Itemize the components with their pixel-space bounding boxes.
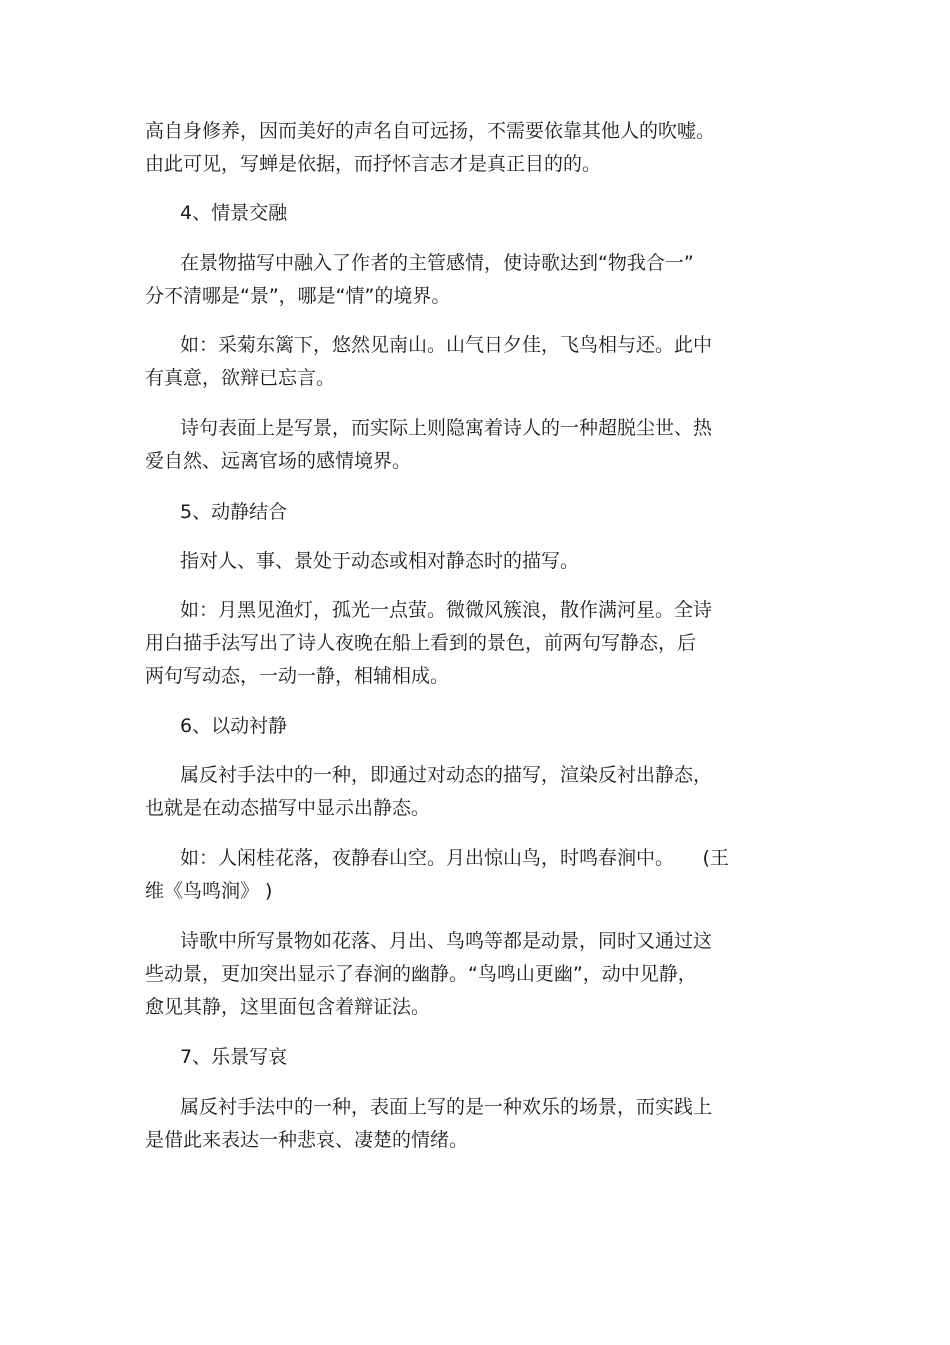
heading-text: 6、以动衬静 xyxy=(180,715,288,737)
section-heading-7 xyxy=(145,1041,805,1074)
text-line: 由此可见，写蝉是依据，而抒怀言志才是真正目的的。 xyxy=(145,153,602,175)
paragraph-example-6 xyxy=(145,842,805,908)
text-line: 如：人闲桂花落，夜静春山空。月出惊山鸟，时鸣春涧中。 (王 xyxy=(180,847,729,869)
paragraph-definition-4 xyxy=(145,247,805,313)
text-line: 高自身修养，因而美好的声名自可远扬，不需要依靠其他人的吹嘘。 xyxy=(145,120,716,142)
text-line: 属反衬手法中的一种，即通过对动态的描写，渲染反衬出静态， xyxy=(180,764,713,786)
paragraph-analysis-6 xyxy=(145,925,805,1024)
section-heading-4 xyxy=(145,197,805,230)
text-line: 也就是在动态描写中显示出静态。 xyxy=(145,797,431,819)
text-line: 属反衬手法中的一种，表面上写的是一种欢乐的场景，而实践上 xyxy=(180,1096,713,1118)
section-heading-6 xyxy=(145,710,805,743)
text-line: 诗句表面上是写景，而实际上则隐寓着诗人的一种超脱尘世、热 xyxy=(180,417,713,439)
text-line: 指对人、事、景处于动态或相对静态时的描写。 xyxy=(180,550,580,572)
text-line: 如：采菊东篱下，悠然见南山。山气日夕佳，飞鸟相与还。此中 xyxy=(180,334,713,356)
heading-text: 5、动静结合 xyxy=(180,501,288,523)
text-line: 如：月黑见渔灯，孤光一点萤。微微风簇浪，散作满河星。全诗 xyxy=(180,599,713,621)
paragraph-analysis-4 xyxy=(145,412,805,478)
paragraph-definition-5 xyxy=(145,545,805,578)
paragraph-example-4 xyxy=(145,329,805,395)
text-line: 些动景，更加突出显示了春涧的幽静。“鸟鸣山更幽”，动中见静， xyxy=(145,963,697,985)
text-line: 在景物描写中融入了作者的主管感情，使诗歌达到“物我合一” xyxy=(180,252,694,274)
text-line: 愈见其静，这里面包含着辩证法。 xyxy=(145,996,431,1018)
text-line: 维《鸟鸣涧》 ) xyxy=(145,880,273,902)
paragraph-definition-6 xyxy=(145,759,805,825)
heading-text: 4、情景交融 xyxy=(180,202,288,224)
text-line: 分不清哪是“景”，哪是“情”的境界。 xyxy=(145,285,451,307)
text-line: 诗歌中所写景物如花落、月出、鸟鸣等都是动景，同时又通过这 xyxy=(180,930,713,952)
paragraph-continuation xyxy=(145,115,805,181)
paragraph-definition-7 xyxy=(145,1091,805,1157)
text-line: 两句写动态，一动一静，相辅相成。 xyxy=(145,665,450,687)
text-line: 爱自然、远离官场的感情境界。 xyxy=(145,450,412,472)
text-line: 是借此来表达一种悲哀、凄楚的情绪。 xyxy=(145,1129,469,1151)
text-line: 用白描手法写出了诗人夜晚在船上看到的景色，前两句写静态，后 xyxy=(145,632,697,654)
text-line: 有真意，欲辩已忘言。 xyxy=(145,367,336,389)
section-heading-5 xyxy=(145,496,805,529)
paragraph-example-5 xyxy=(145,594,805,693)
heading-text: 7、乐景写哀 xyxy=(180,1046,288,1068)
